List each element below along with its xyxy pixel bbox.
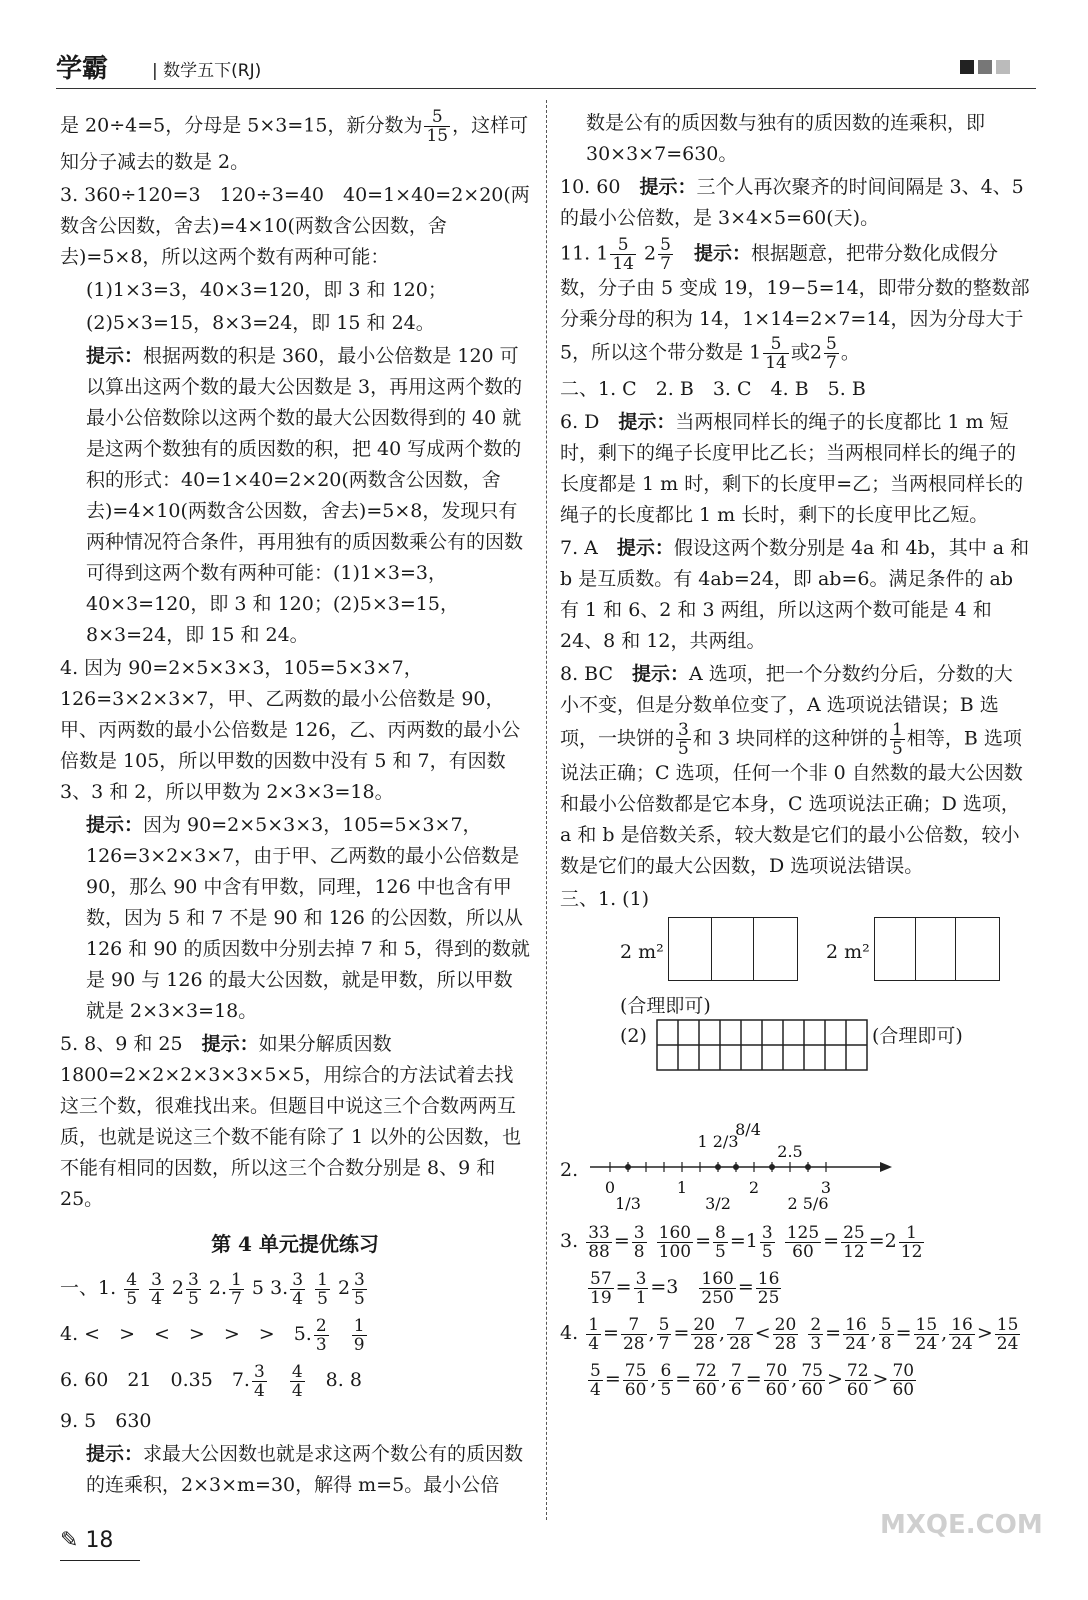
- answer-row: 三、1. (1): [560, 888, 650, 910]
- book-subtitle: | 数学五下(RJ): [152, 61, 262, 81]
- page-number: ✎ 18: [60, 1528, 114, 1553]
- answer-row: 3. $\frac{33}{88}$ = $\frac{3}{8}$ $\frac{160}{100}$ = $\frac{8}{5}$ =1 $\frac{3}{5}$ $\frac{125}{60}$ = $\frac{25}{12}$ =2 $\frac{1}{12}$: [560, 1222, 923, 1262]
- number-line-figure: 2. 1 2/3 8/4 2.5 0 1 2 3 1/3 3/2 2 5/6: [560, 1117, 1030, 1215]
- answer-row: 二、1. C 2. B 3. C 4. B 5. B: [560, 378, 866, 400]
- hint-q4: 提示：因为 90=2×5×3×3，105=5×3×7，126=3×2×3×7，由于甲、乙两数的最小公倍数是 90，那么 90 中含有甲数，同理，126 中也含有甲数，因为 5 和 7 不是 90 和 126 的公因数，所以从 126 和 90 的质因数中分别去掉 7 和 5，得到的数就是 90 与 126 的最大公因数，就是甲数，所以甲数就是 2×3×3=18。: [86, 814, 530, 1022]
- answer-row: 4. $\frac{1}{4}$ = $\frac{7}{28}$ , $\frac{5}{7}$ = $\frac{20}{28}$ , $\frac{7}{28}$ < $\frac{20}{28}$ $\frac{2}{3}$ = $\frac{16}{24}$ , $\frac{5}{8}$ = $\frac{15}{24}$ , $\frac{16}{24}$ > $\frac{15}{24}$: [560, 1314, 1019, 1354]
- column-divider: [546, 100, 547, 1520]
- answer-row: $\frac{5}{4}$ = $\frac{75}{60}$ , $\frac{6}{5}$ = $\frac{72}{60}$ , $\frac{7}{6}$ = $\frac{70}{60}$ , $\frac{75}{60}$ > $\frac{72}{60}$ > $\frac{70}{60}$: [590, 1360, 915, 1400]
- svg-text:1: 1: [676, 1178, 688, 1197]
- header-square-icon: [996, 60, 1010, 74]
- svg-text:1 2/3: 1 2/3: [697, 1132, 739, 1151]
- rect-model: [874, 917, 1000, 981]
- footer-rule: [60, 1560, 140, 1561]
- answer-row: 4. < > < > > > 5. $\frac{2}{3}$ $\frac{1}{9}$: [60, 1315, 365, 1355]
- hint-q3: 提示：根据两数的积是 360，最小公倍数是 120 可以算出这两个数的最大公因数是 3，再用这两个数的最小公倍数除以这两个数的最大公因数得到的 40 就是这两个数独有的质因数的积，把 40 写成两个数的积的形式：40=1×40=2×20(两数含公因数，舍去)=4×10(两数含公因数，舍去)=5×8，发现只有两种情况符合条件，再用独有的质因数乘公有的因数可得到这两个数有两种可能：(1)1×3=3，40×3=120，即 3 和 120；(2)5×3=15，8×3=24，即 15 和 24。: [86, 345, 524, 646]
- answer-text: 数是公有的质因数与独有的质因数的连乘积，即 30×3×7=630。: [586, 112, 986, 165]
- number-line: [580, 1117, 900, 1213]
- header-square-icon: [960, 60, 974, 74]
- svg-text:3/2: 3/2: [705, 1194, 731, 1213]
- header-rule: [56, 88, 1036, 89]
- svg-text:0: 0: [604, 1178, 616, 1197]
- fraction: $\frac{5}{15}$: [426, 107, 449, 146]
- answer-row: 9. 5 630: [60, 1410, 152, 1432]
- svg-text:2.5: 2.5: [777, 1142, 803, 1161]
- grid-model: [656, 1019, 870, 1071]
- answer-text: 是 20÷4=5，分母是 5×3=15，新分数为 $\frac{5}{15}$ ，这样可: [60, 107, 529, 146]
- left-column: [60, 108, 530, 1503]
- answer-q8: 8. BC 提示：A 选项，把一个分数约分后，分数的大小不变，但是分数单位变了，A 选项说法错误；B 选项，一块饼的 $\frac{3}{5}$ 和 3 块同样的这种饼的 $\frac{1}{5}$ 相等，B 选项说法正确；C 选项，任何一个非 0 自然数的最大公因数和最小公倍数都是它本身，C 选项说法正确；D 选项，a 和 b 是倍数关系，较大数是它们的最小公倍数，较小数是它们的最大公因数，D 选项说法错误。: [560, 663, 1023, 877]
- svg-text:8/4: 8/4: [735, 1120, 761, 1139]
- answer-q3: 3. 360÷120=3 120÷3=40 40=1×40=2×20(两数含公因数，舍去)=4×10(两数含公因数，舍去)=5×8，所以这两个数有两种可能：: [60, 184, 530, 268]
- svg-text:2 5/6: 2 5/6: [787, 1194, 829, 1213]
- figure-area-models: 2 m² 2 m² (合理即可) (2) (合理即可): [560, 917, 1030, 1117]
- answer-q3-b: (2)5×3=15，8×3=24，即 15 和 24。: [86, 312, 435, 334]
- svg-text:1/3: 1/3: [615, 1194, 641, 1213]
- answer-q11: 11. 1 $\frac{5}{14}$ 2 $\frac{5}{7}$ 提示：根据题意，把带分数化成假分数，分子由 5 变成 19，19−5=14，即带分数的整数部分乘分母的积为 14，1×14=2×7=14，因为分母大于 5，所以这个带分数是 1 $\frac{5}{14}$ 或2 $\frac{5}{7}$ 。: [560, 235, 1030, 373]
- answer-q6: 6. D 提示：当两根同样长的绳子的长度都比 1 m 短时，剩下的绳子长度甲比乙长；当两根同样长的绳子的长度都是 1 m 时，剩下的长度甲=乙；当两根同样长的绳子的长度都比 1 m 长时，剩下的长度甲比乙短。: [560, 411, 1024, 526]
- hint-q9: 提示：求最大公因数也就是求这两个数公有的质因数的连乘积，2×3×m=30，解得 m=5。最小公倍: [86, 1443, 524, 1496]
- svg-text:2: 2: [748, 1178, 760, 1197]
- answer-q4: 4. 因为 90=2×5×3×3，105=5×3×7，126=3×2×3×7，甲、乙两数的最小公倍数是 90，甲、丙两数的最小公倍数是 126，乙、丙两数的最小公倍数是 105，所以甲数的因数中没有 5 和 7，有因数 3、3 和 2，所以甲数为 2×3×3=18。: [60, 657, 521, 803]
- section-title: 第 4 单元提优练习: [211, 1232, 379, 1256]
- answer-row: 6. 60 21 0.35 7. $\frac{3}{4}$ $\frac{4}{4}$ 8. 8: [60, 1361, 362, 1401]
- header-square-icon: [978, 60, 992, 74]
- answer-row: 一、1. $\frac{4}{5}$ $\frac{3}{4}$ 2 $\frac{3}{5}$ 2. $\frac{1}{7}$ 5 3. $\frac{3}{4}$ $\frac{1}{5}$ 2 $\frac{3}{5}$: [60, 1269, 365, 1309]
- rect-model: [668, 917, 798, 981]
- answer-text: 知分子减去的数是 2。: [60, 151, 250, 173]
- answer-q7: 7. A 提示：假设这两个数分别是 4a 和 4b，其中 a 和 b 是互质数。有 4ab=24，即 ab=6。满足条件的 ab 有 1 和 6、2 和 3 两组，所以这两个数可能是 4 和 24、8 和 12，共两组。: [560, 537, 1030, 652]
- svg-text:3: 3: [820, 1178, 832, 1197]
- answer-q5: 5. 8、9 和 25 提示：如果分解质因数 1800=2×2×2×3×3×5×5，用综合的方法试着去找这三个数，很难找出来。但题目中说这三个合数两两互质，也就是说这三个数不能有除了 1 以外的公因数，也不能有相同的因数，所以这三个合数分别是 8、9 和 25。: [60, 1033, 522, 1210]
- answer-q3-a: (1)1×3=3，40×3=120，即 3 和 120；: [86, 279, 447, 301]
- logo: 学霸: [56, 54, 109, 84]
- watermark: MXQE.COM: [880, 1510, 1043, 1540]
- page-header: [56, 44, 1036, 90]
- right-column: [560, 108, 1030, 1405]
- answer-q10: 10. 60 提示：三个人再次聚齐的时间间隔是 3、4、5 的最小公倍数，是 3×4×5=60(天)。: [560, 176, 1024, 229]
- answer-row: $\frac{57}{19}$ = $\frac{3}{1}$ =3 $\frac{160}{250}$ = $\frac{16}{25}$: [590, 1268, 780, 1308]
